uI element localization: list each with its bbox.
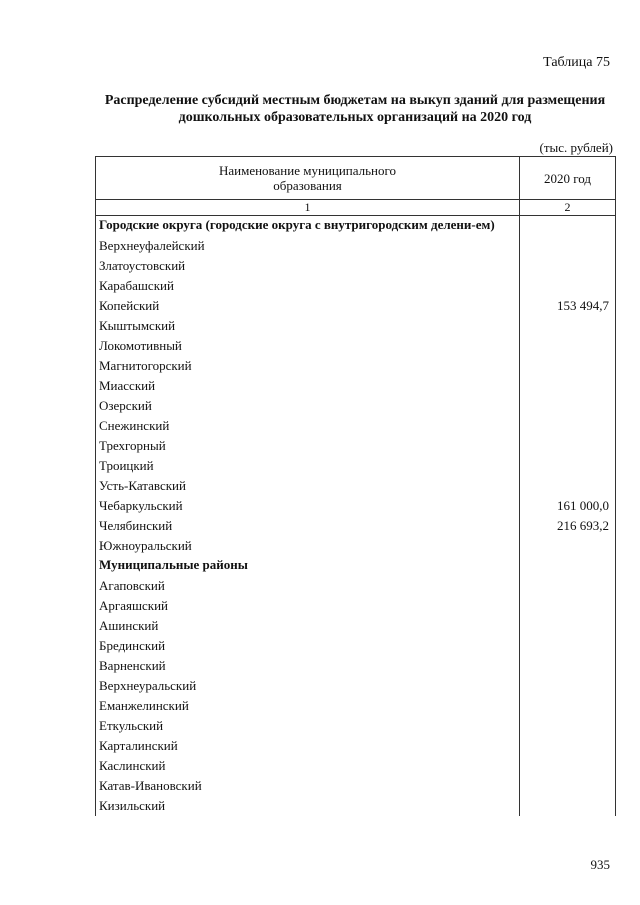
municipality-name: Трехгорный [96,436,520,456]
municipality-name: Златоустовский [96,256,520,276]
municipality-name: Кыштымский [96,316,520,336]
table-row [96,756,615,776]
subsidy-value [520,576,615,596]
municipality-name: Троицкий [96,456,520,476]
subsidy-value [520,316,615,336]
municipality-name: Ашинский [96,616,520,636]
subsidy-value [520,416,615,436]
subsidy-value: 153 494,7 [557,298,609,313]
table-row [96,316,615,336]
subsidy-value [520,396,615,416]
table-section-row [96,556,615,576]
municipality-name: Миасский [96,376,520,396]
subsidy-value [520,716,615,736]
subsidy-value [520,656,615,676]
table-row [96,356,615,376]
table-row [96,276,615,296]
subsidy-value [520,356,615,376]
unit-label: (тыс. рублей) [539,140,613,155]
subsidy-table [95,156,616,816]
municipality-name: Верхнеуфалейский [96,236,520,256]
table-row [96,656,615,676]
table-row [96,336,615,356]
municipality-name: Челябинский [96,516,520,536]
table-row [96,436,615,456]
page-number: 935 [590,857,610,872]
municipality-name: Карталинский [96,736,520,756]
municipality-name: Верхнеуральский [96,676,520,696]
table-row [96,716,615,736]
subsidy-value [520,736,615,756]
subsidy-value [520,436,615,456]
table-row [96,596,615,616]
column-number-2: 2 [564,200,571,214]
table-row [96,296,615,316]
subsidy-value [520,636,615,656]
table-row [96,616,615,636]
municipality-name: Еткульский [96,716,520,736]
municipality-name: Еманжелинский [96,696,520,716]
subsidy-value [520,676,615,696]
subsidy-value [520,696,615,716]
section-heading: Городские округа (городские округа с внутригородским делени-ем) [96,216,520,236]
subsidy-value [520,216,615,236]
column-number-1: 1 [96,200,520,215]
table-header-row [96,156,615,200]
table-row [96,776,615,796]
municipality-name: Каслинский [96,756,520,776]
table-row [96,456,615,476]
subsidy-value: 161 000,0 [557,498,609,513]
table-number: Таблица 75 [543,55,610,70]
table-row [96,636,615,656]
table-row [96,736,615,756]
table-row [96,496,615,516]
municipality-name: Карабашский [96,276,520,296]
subsidy-value [520,476,615,496]
header-municipality-cell [96,157,520,199]
subsidy-value [520,536,615,556]
header-municipality: Наименование муниципального образования [218,163,397,193]
table-row [96,476,615,496]
municipality-name: Агаповский [96,576,520,596]
table-body [96,216,615,816]
table-row [96,376,615,396]
subsidy-value [520,236,615,256]
municipality-name: Чебаркульский [96,496,520,516]
section-heading: Муниципальные районы [96,556,520,576]
document-title: Распределение субсидий местным бюджетам на выкуп зданий для размещения дошкольных образовательных организаций на 2020 год [104,93,606,125]
table-row [96,516,615,536]
table-row [96,576,615,596]
header-year-cell [520,157,615,199]
table-row [96,536,615,556]
table-row [96,696,615,716]
subsidy-value [520,376,615,396]
subsidy-value [520,456,615,476]
subsidy-value [520,776,615,796]
municipality-name: Магнитогорский [96,356,520,376]
municipality-name: Усть-Катавский [96,476,520,496]
subsidy-value [520,336,615,356]
municipality-name: Снежинский [96,416,520,436]
municipality-name: Катав-Ивановский [96,776,520,796]
municipality-name: Локомотивный [96,336,520,356]
subsidy-value [520,556,615,576]
municipality-name: Кизильский [96,796,520,816]
subsidy-value [520,796,615,816]
table-section-row [96,216,615,236]
municipality-name: Копейский [96,296,520,316]
municipality-name: Южноуральский [96,536,520,556]
table-row [96,796,615,816]
table-row [96,676,615,696]
municipality-name: Брединский [96,636,520,656]
municipality-name: Аргаяшский [96,596,520,616]
subsidy-value: 216 693,2 [557,518,609,533]
subsidy-value [520,616,615,636]
municipality-name: Варненский [96,656,520,676]
table-row [96,416,615,436]
subsidy-value [520,256,615,276]
municipality-name: Озерский [96,396,520,416]
table-row [96,236,615,256]
subsidy-value [520,276,615,296]
table-row [96,396,615,416]
column-number-row [96,200,615,216]
subsidy-value [520,756,615,776]
header-year: 2020 год [544,170,591,186]
table-row [96,256,615,276]
subsidy-value [520,596,615,616]
